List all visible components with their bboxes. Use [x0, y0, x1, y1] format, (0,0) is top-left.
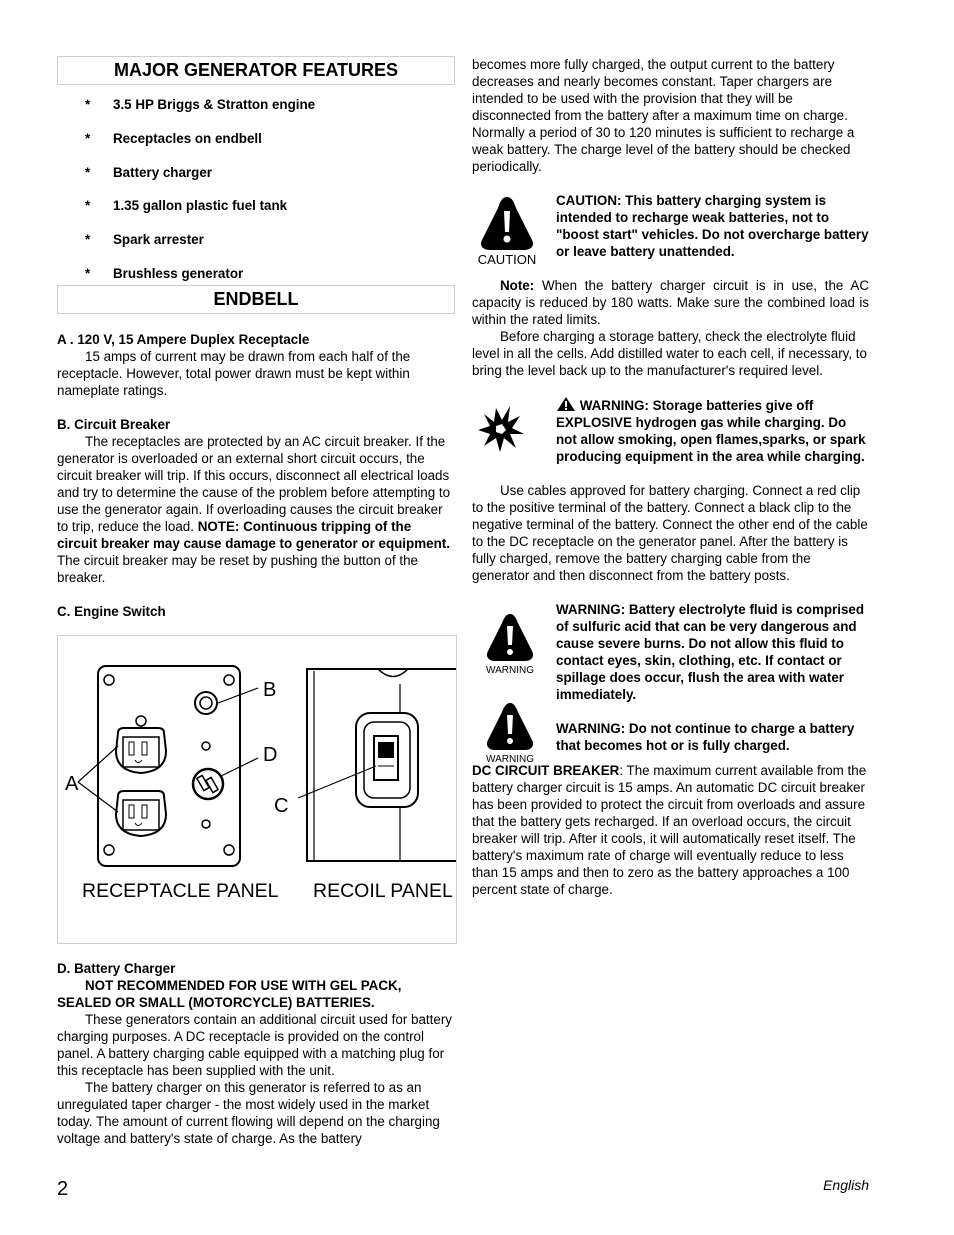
page-number: 2 — [57, 1178, 69, 1200]
svg-text:B: B — [263, 679, 277, 701]
recoil-panel-label: RECOIL PANEL — [313, 880, 453, 902]
warning-triangle-icon — [556, 396, 576, 412]
dc-breaker-paragraph: DC CIRCUIT BREAKER: The maximum current available from the battery charger circuit is 15 amps. An automatic DC circuit breaker has been provided to protect the circuit from overloads and assure that the battery gets recharged. If an overload occurs, the circuit breaker will trip. After it cools, it will automatically reset itself. The battery's maximum rate of charge will eventually reduce to less than 15 amps and then to zero as the battery approaches a 100 percent state of charge. — [472, 763, 867, 897]
hot-battery-warning-block — [472, 720, 869, 764]
section-b-text: The receptacles are protected by an AC circuit breaker. If the generator is overloaded or an external short circuit occurs, the circuit breaker will trip. If this occurs, disconnect all electrical loads and try to determine the cause of the problem before attempting to use the generator again. If overloading causes the circuit breaker to trip, reduce the load. NOTE: Continuous tripping of the circuit breaker may cause damage to generator or equipment. The circuit breaker may be reset by pushing the button of the breaker. — [57, 433, 451, 585]
paragraph: Use cables approved for battery charging. Connect a red clip to the positive terminal of the battery. Connect a black clip to the negative terminal of the battery. Connect the other end of the cable to the DC receptacle on the generator panel. After the battery is fully charged, remove the battery charging cable from the generator and then disconnect from the battery posts. — [472, 483, 868, 583]
paragraph: becomes more fully charged, the output current to the battery decreases and nearly becomes constant. Taper chargers are intended to be used with the provision that they will be disconnected from the battery after a maximum time on charge. Normally a period of 30 to 120 minutes is sufficient to recharge a weak battery. The charge level of the battery should be checked periodically. — [472, 57, 855, 174]
list-item: * Battery charger — [85, 164, 212, 180]
language-label: English — [823, 1177, 869, 1193]
svg-text:C: C — [274, 795, 289, 817]
list-item: * Spark arrester — [85, 232, 204, 248]
hot-battery-warning-text: WARNING: Do not continue to charge a battery that becomes hot or is fully charged. — [556, 721, 855, 753]
panel-figure — [57, 635, 457, 944]
section-d — [57, 960, 455, 1147]
endbell-heading: ENDBELL — [57, 285, 455, 314]
explosion-icon — [472, 396, 556, 465]
section-d-paragraph: These generators contain an additional circuit used for battery charging purposes. A DC receptacle is provided on the control panel. A battery charging cable equipped with a matching plug for this receptacle has been supplied with the unit. — [57, 1012, 452, 1078]
electrolyte-warning-block — [472, 601, 869, 703]
warning-icon — [472, 720, 556, 764]
explosion-warning-block — [472, 396, 869, 465]
list-item: * Brushless generator — [85, 265, 244, 281]
section-d-title: D. Battery Charger — [57, 961, 176, 976]
features-list — [57, 96, 455, 281]
right-column — [472, 56, 869, 898]
section-b-title: B. Circuit Breaker — [57, 416, 171, 432]
list-item: * 3.5 HP Briggs & Stratton engine — [85, 97, 316, 112]
section-d-paragraph: The battery charger on this generator is referred to as an unregulated taper charger - the most widely used in the market today. The amount of current flowing will depend on the charging voltage and battery's state of charge. As the battery — [57, 1080, 440, 1146]
warning-icon — [472, 601, 556, 703]
electrolyte-warning-text: WARNING: Battery electrolyte fluid is comprised of sulfuric acid that can be very dangerous and cause severe burns. Do not allow this fluid to contact eyes, skin, clothing, etc. If contact or spillage does occur, flush the area with water immediately. — [556, 602, 865, 702]
receptacle-panel-label: RECEPTACLE PANEL — [82, 880, 279, 902]
section-d-warning: NOT RECOMMENDED FOR USE WITH GEL PACK, SEALED OR SMALL (MOTORCYCLE) BATTERIES. — [57, 978, 402, 1010]
explosion-warning-text: WARNING: Storage batteries give off EXPLOSIVE hydrogen gas while charging. Do not allow smoking, open flames,sparks, or spark producing equipment in the area while charging. — [556, 398, 866, 464]
section-a-text: 15 amps of current may be drawn from each half of the receptacle. However, total power drawn must be kept within nameplate ratings. — [57, 348, 411, 398]
features-heading: MAJOR GENERATOR FEATURES — [57, 56, 455, 85]
note-paragraph: Note: When the battery charger circuit is in use, the AC capacity is reduced by 180 watts. Make sure the combined load is within the rated limits. — [472, 278, 869, 327]
section-c-title: C. Engine Switch — [57, 603, 166, 619]
list-item: * 1.35 gallon plastic fuel tank — [85, 198, 288, 214]
svg-text:A: A — [65, 773, 79, 795]
svg-text:D: D — [263, 744, 278, 766]
list-item: * Receptacles on endbell — [85, 130, 262, 146]
caution-block — [472, 192, 869, 266]
svg-text:WARNING: WARNING — [486, 665, 534, 675]
svg-text:WARNING: WARNING — [486, 754, 534, 764]
caution-icon — [472, 192, 556, 266]
section-a-title: A . 120 V, 15 Ampere Duplex Receptacle — [57, 331, 310, 347]
svg-text:CAUTION: CAUTION — [477, 252, 537, 266]
caution-text: CAUTION: This battery charging system is intended to recharge weak batteries, not to "boost start" vehicles. Do not overcharge battery or leave battery unattended. — [556, 193, 869, 259]
panel-diagram — [58, 636, 456, 876]
left-column — [57, 56, 455, 620]
paragraph: Before charging a storage battery, check the electrolyte fluid level in all the cells. Add distilled water to each cell, if necessary, to bring the level back up to the manufacturer's required level. — [472, 329, 867, 378]
